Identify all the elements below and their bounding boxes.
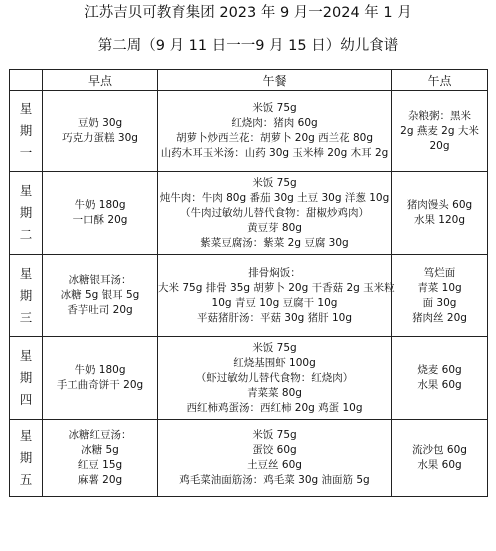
day-char: 期 [19,370,33,385]
snack-cell [392,172,488,255]
menu-item: 一口酥 20g [72,214,128,226]
breakfast-cell [43,337,158,420]
menu-item: 巧克力蛋糕 30g [62,132,138,144]
menu-item: 2g 燕麦 2g 大米 [400,124,479,137]
menu-item: 排骨焖饭： [248,266,301,279]
menu-title-line1: 江苏吉贝可教育集团 2023 年 9 月一2024 年 1 月 [84,5,412,21]
menu-item: 大米 75g 排骨 35g 胡萝卜 20g 干香菇 2g 玉米粒 [158,281,395,294]
menu-item: 青菜菜 80g [247,386,302,399]
menu-item: 平菇猪肝汤：平菇 30g 猪肝 10g [196,311,353,324]
table-row [10,91,488,172]
table-row [10,420,488,497]
menu-item: 红烧基围虾 100g [233,356,316,369]
day-char: 期 [19,450,33,465]
menu-item: 西红柿鸡蛋汤：西红柿 20g 鸡蛋 10g [186,401,363,414]
menu-item: 米饭 75g [252,341,297,354]
menu-item: 米饭 75g [252,176,297,189]
menu-item: 烧麦 60g [417,364,462,376]
menu-item: 冰糖红豆汤： [68,429,132,441]
menu-item: 面 30g [422,296,457,309]
menu-item: 山药木耳玉米汤：山药 30g 玉米棒 20g 木耳 2g [160,147,389,159]
day-char: 星 [19,265,33,281]
menu-item: 水果 60g [417,379,462,391]
day-cell [10,420,43,497]
menu-title-line2: 第二周（9 月 11 日一一9 月 15 日）幼儿食谱 [97,38,399,54]
day-char: 二 [19,227,33,242]
lunch-cell [158,91,392,172]
table-row [10,172,488,255]
menu-item: 麻薯 20g [77,474,123,486]
menu-item: 20g [429,139,450,152]
menu-item: 紫菜豆腐汤：紫菜 2g 豆腐 30g [200,236,349,249]
menu-item: 胡萝卜炒西兰花：胡萝卜 20g 西兰花 80g [175,132,374,144]
breakfast-cell [43,420,158,497]
table-header-row [10,70,488,91]
day-char: 五 [19,472,33,487]
menu-item: 豆奶 30g [77,117,123,129]
menu-item: 土豆丝 60g [247,459,302,471]
menu-item: （虾过敏幼儿替代食物：红烧肉） [195,371,354,384]
menu-item: 水果 120g [413,214,466,226]
lunch-cell [158,337,392,420]
menu-item: 水果 60g [417,459,462,471]
snack-cell [392,255,488,337]
menu-item: 鸡毛菜油面筋汤：鸡毛菜 30g 油面筋 5g [179,474,370,486]
menu-item: 猪肉馒头 60g [406,199,473,211]
menu-item: 杂粮粥：黑米 [408,109,471,122]
day-char: 星 [19,428,33,443]
menu-item: 青菜 10g [417,281,462,294]
day-char: 期 [19,287,33,303]
table-row [10,255,488,337]
lunch-cell [158,420,392,497]
breakfast-cell [43,91,158,172]
snack-cell [392,337,488,420]
menu-item: （牛肉过敏幼儿替代食物：甜椒炒鸡肉） [180,206,369,219]
menu-item: 流沙包 60g [412,444,467,456]
table-row [10,337,488,420]
day-char: 三 [19,309,33,325]
day-cell [10,172,43,255]
breakfast-cell [43,172,158,255]
day-cell [10,255,43,337]
header-breakfast: 早点 [43,70,158,91]
lunch-cell [158,172,392,255]
day-cell [10,91,43,172]
menu-item: 黄豆芽 80g [247,221,302,234]
menu-item: 猪肉丝 20g [412,311,467,324]
day-char: 星 [19,348,33,363]
day-char: 期 [19,205,33,220]
menu-item: 手工曲奇饼干 20g [56,379,144,391]
menu-item: 蛋饺 60g [252,444,297,456]
menu-item: 米饭 75g [252,429,297,441]
menu-item: 冰糖银耳汤： [68,274,132,286]
day-char: 一 [19,145,33,160]
menu-item: 红豆 15g [77,459,123,471]
breakfast-cell [43,255,158,337]
weekly-menu-table [9,69,488,497]
menu-item: 米饭 75g [252,102,297,114]
menu-item: 10g 青豆 10g 豆腐干 10g [211,296,338,309]
menu-item: 牛奶 180g [74,199,126,211]
day-char: 四 [19,392,33,407]
header-snack: 午点 [392,70,488,91]
menu-item: 牛奶 180g [74,364,126,376]
header-day [10,70,43,91]
header-lunch: 午餐 [158,70,392,91]
day-char: 星 [19,101,33,116]
day-char: 期 [19,123,33,138]
menu-item: 冰糖 5g [81,444,119,456]
snack-cell [392,420,488,497]
menu-item: 笃烂面 [423,266,456,279]
menu-item: 香芋吐司 20g [67,304,133,316]
menu-item: 红烧肉：猪肉 60g [231,117,318,129]
lunch-cell [158,255,395,337]
day-cell [10,337,43,420]
menu-item: 炖牛肉：牛肉 80g 番茄 30g 土豆 30g 洋葱 10g [159,191,390,204]
snack-cell [392,91,488,172]
menu-item: 冰糖 5g 银耳 5g [60,289,140,301]
day-char: 星 [19,183,33,198]
